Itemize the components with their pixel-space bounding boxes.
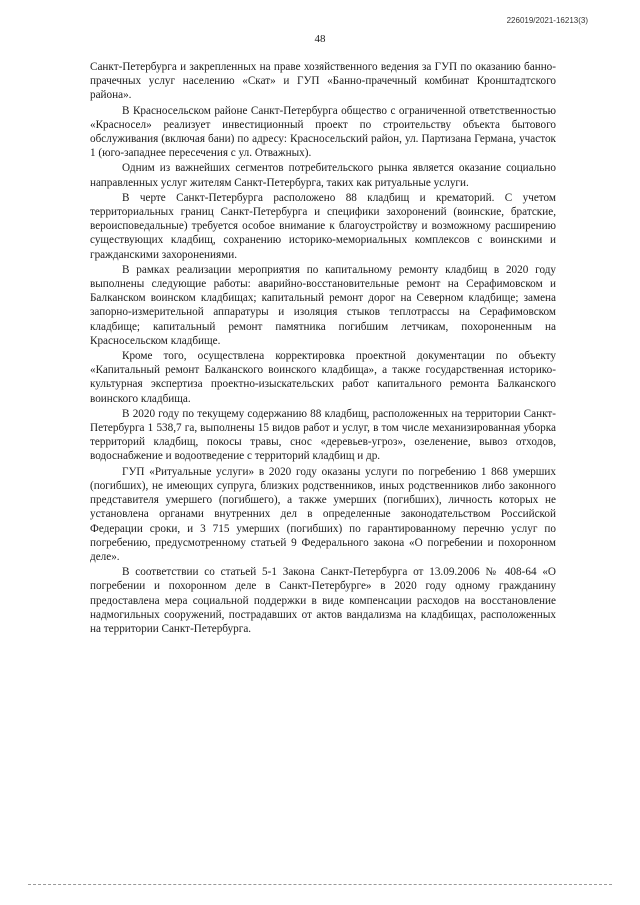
document-body bbox=[90, 60, 556, 637]
document-registration-number: 226019/2021-16213(3) bbox=[506, 16, 588, 25]
paragraph-social-support: В соответствии со статьей 5-1 Закона Санкт-Петербурга от 13.09.2006 № 408-64 «О погребении и похоронном деле в Санкт-Петербурге» в 2020 году одному гражданину предоставлена мера социальной поддержки в виде компенсации расходов на восстановление надмогильных сооружений, пострадавших от актов вандализма на кладбищах, расположенных на территории Санкт-Петербурга. bbox=[90, 566, 556, 635]
page-number: 48 bbox=[314, 33, 326, 45]
paragraph-cemeteries-count: В черте Санкт-Петербурга расположено 88 кладбищ и крематорий. С учетом территориальных границ Санкт-Петербурга и специфики захоронений (воинские, братские, вероисповедальные) требуется особое внимание к благоустройству и возможному расширению существующих кладбищ, сохранению историко-мемориальных комплексов с воинскими и гражданскими захоронениями. bbox=[90, 191, 556, 261]
scan-bottom-edge bbox=[28, 884, 612, 885]
paragraph-project-documentation: Кроме того, осуществлена корректировка проектной документации по объекту «Капитальный ремонт Балканского воинского кладбища», а также государственная историко-культурная экспертиза проектно-изыскательских работ капитального ремонта Балканского воинского кладбища. bbox=[90, 350, 556, 405]
paragraph-maintenance-works: В 2020 году по текущему содержанию 88 кладбищ, расположенных на территории Санкт-Петербурга 1 538,7 га, выполнены 15 видов работ и услуг, в том числе механизированная уборка территорий кладбищ, покосы травы, снос «деревьев-угроз», озеленение, вывоз отходов, водоснабжение и водоотведение с территорий кладбищ и др. bbox=[90, 407, 556, 463]
paragraph-krasnoselsky-project: В Красносельском районе Санкт-Петербурга общество с ограниченной ответственностью «Красносел» реализует инвестиционный проект по строительству объекта бытового обслуживания (включая бани) по адресу: Красносельский район, ул. Партизана Германа, участок 1 (юго-западнее пересечения с ул. Отважных). bbox=[90, 104, 556, 160]
paragraph-burial-services: ГУП «Ритуальные услуги» в 2020 году оказаны услуги по погребению 1 868 умерших (погибших), не имеющих супруга, близких родственников, иных родственников либо законного представителя умершего (погибшего), а также умерших (погибших), личность которых не установлена органами внутренних дел в определенные законодательством Российской Федерации сроки, и 3 715 умерших (погибших) по гарантированному перечню услуг по погребению, предусмотренному статьей 9 Федерального закона «О погребении и похоронном деле». bbox=[90, 465, 556, 563]
paragraph-capital-repair-works: В рамках реализации мероприятия по капитальному ремонту кладбищ в 2020 году выполнены следующие работы: аварийно-восстановительные ремонт на Серафимовском и Балканском воинском кладбищах; капитальный ремонт дорог на Северном кладбище; замена запорно-измерительной аппаратуры и изоляция стыков теплотрассы на Серафимовском кладбище; капитальный ремонт памятника погибшим летчикам, похороненным на Красносельском кладбище. bbox=[90, 263, 556, 347]
paragraph-ritual-services-intro: Одним из важнейших сегментов потребительского рынка является оказание социально направленных услуг жителям Санкт-Петербурга, таких как ритуальные услуги. bbox=[90, 162, 556, 189]
paragraph-continuation: Санкт-Петербурга и закрепленных на праве хозяйственного ведения за ГУП по оказанию банно-прачечных услуг населению «Скат» и ГУП «Банно-прачечный комбинат Кронштадтского района». bbox=[90, 61, 556, 102]
